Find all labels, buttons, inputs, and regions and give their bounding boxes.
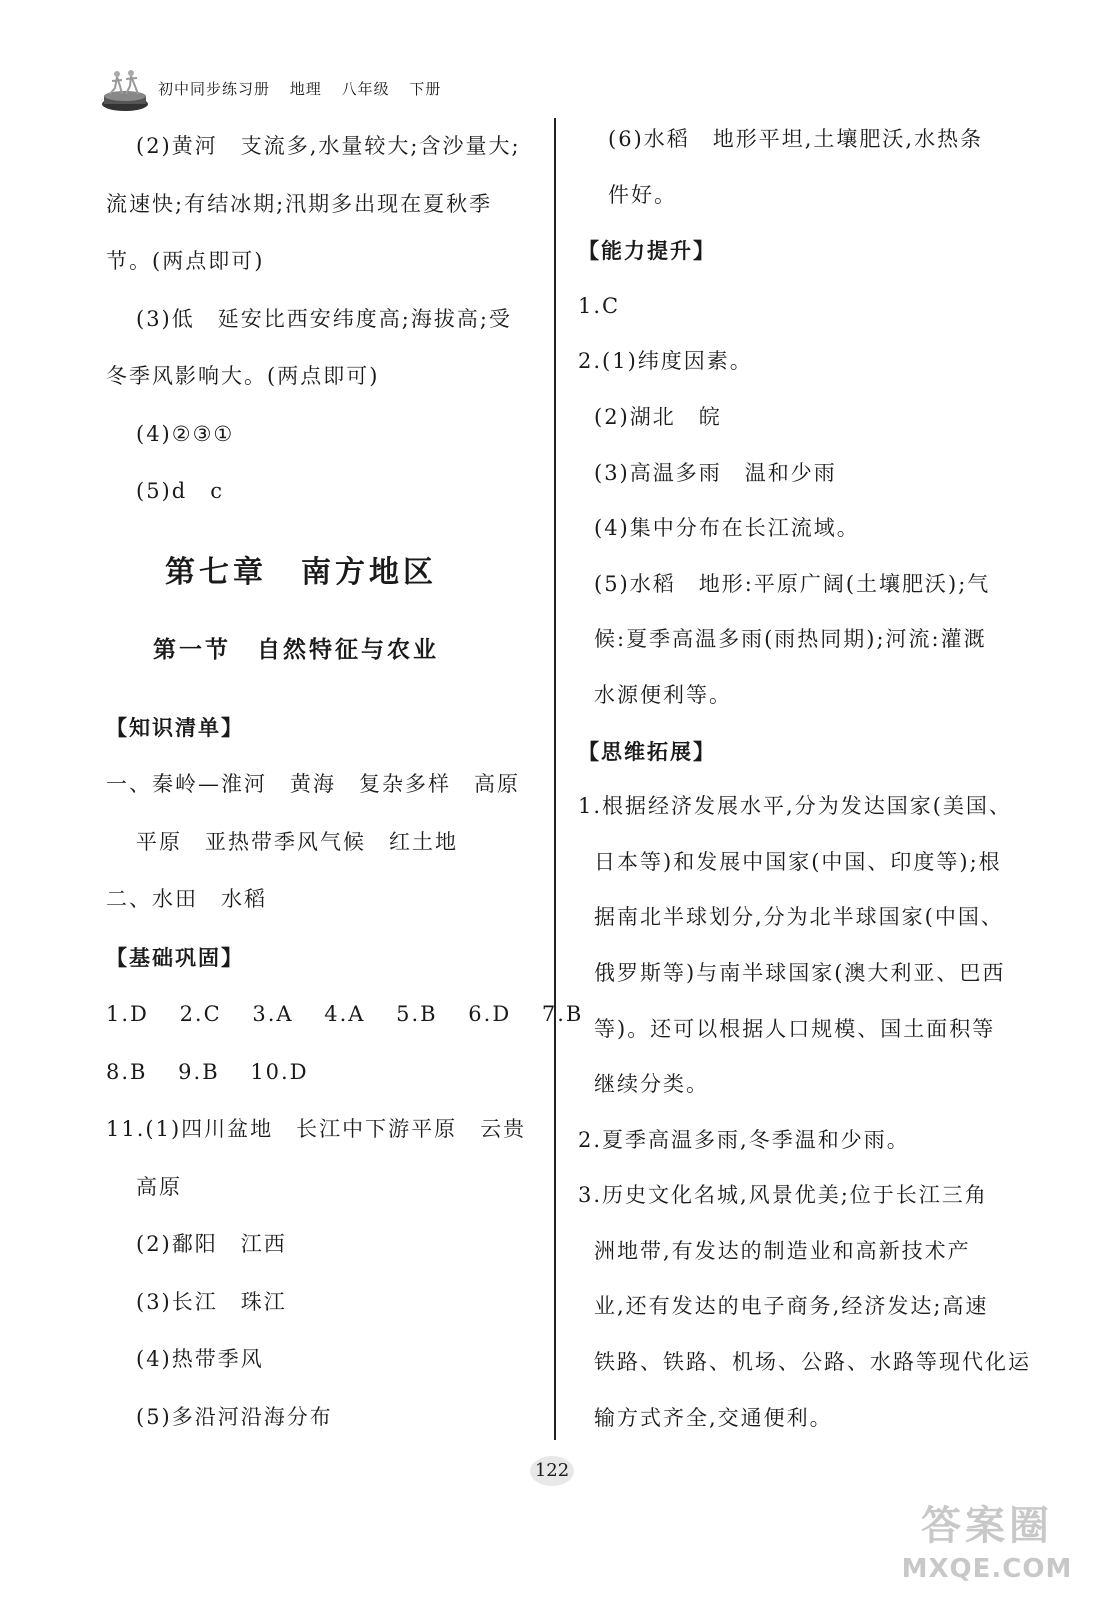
answer-line: 平原 亚热带季风气候 红土地 [136, 829, 458, 854]
answer-line: (5)水稻 地形:平原广阔(土壤肥沃);气 [594, 571, 991, 596]
answer-line: (5)d c [136, 479, 224, 503]
answer-line: (2)湖北 皖 [594, 404, 722, 429]
answer-line: 俄罗斯等)与南半球国家(澳大利亚、巴西 [594, 960, 1006, 985]
answer-line: 高原 [136, 1174, 182, 1199]
answer-line: 据南北半球划分,分为北半球国家(中国、 [594, 905, 1004, 930]
answer-line: 日本等)和发展中国家(中国、印度等);根 [594, 849, 1002, 874]
thinking-expansion-heading: 【思维拓展】 [578, 738, 716, 764]
answer-line: 1.C [578, 293, 621, 318]
answer-line: 水源便利等。 [594, 682, 732, 707]
header-subject: 地理 [289, 80, 322, 98]
header-book-title: 初中同步练习册 [158, 80, 271, 98]
answer-line: (5)多沿河沿海分布 [136, 1404, 333, 1429]
answer-line: 业,还有发达的电子商务,经济发达;高速 [594, 1294, 989, 1319]
choice-answer: 4.A [324, 1002, 366, 1026]
watermark-url: MXQE.COM [901, 1554, 1073, 1584]
watermark [892, 1500, 1082, 1594]
answer-line: (6)水稻 地形平坦,土壤肥沃,水热条 [608, 127, 984, 151]
right-column [578, 112, 1031, 1446]
answer-line: 3.历史文化名城,风景优美;位于长江三角 [578, 1183, 988, 1208]
answer-line: 一、秦岭—淮河 黄海 复杂多样 高原 [106, 772, 520, 796]
choice-answer: 10.D [250, 1059, 309, 1084]
watermark-logo-text: 答案圈 [921, 1503, 1053, 1549]
answer-line: (2)鄱阳 江西 [136, 1232, 287, 1256]
choice-answers-row [106, 1044, 536, 1102]
choice-answer: 6.D [468, 1002, 512, 1026]
choice-answer: 8.B [106, 1059, 148, 1084]
answer-line: 继续分类。 [594, 1072, 709, 1097]
left-column [106, 118, 584, 1446]
header-grade: 八年级 [341, 80, 390, 98]
answer-line: (3)低 延安比西安纬度高;海拔高;受 [136, 306, 512, 331]
answer-line: 铁路、铁路、机场、公路、水路等现代化运 [594, 1350, 1031, 1375]
column-divider [554, 118, 556, 1440]
answer-line: (4)②③① [136, 421, 235, 446]
header-text [158, 78, 455, 99]
header-volume: 下册 [409, 80, 442, 98]
chapter-title: 第七章 南方地区 [165, 554, 437, 590]
knowledge-list-heading: 【知识清单】 [106, 714, 244, 740]
answer-line: 二、水田 水稻 [106, 887, 267, 911]
choice-answers-row [106, 986, 584, 1044]
answer-line: 洲地带,有发达的制造业和高新技术产 [594, 1238, 971, 1263]
answer-line: 1.根据经济发展水平,分为发达国家(美国、 [578, 794, 1012, 819]
answer-line: (3)长江 珠江 [136, 1289, 287, 1314]
section-title: 第一节 自然特征与农业 [153, 635, 439, 663]
choice-answer: 1.D [106, 1002, 149, 1026]
choice-answer: 2.C [179, 1002, 222, 1026]
book-logo-icon [100, 66, 150, 112]
answer-line: 件好。 [608, 182, 677, 207]
choice-answer: 9.B [178, 1059, 220, 1084]
answer-line: (4)集中分布在长江流域。 [594, 516, 860, 541]
answer-line: 等)。还可以根据人口规模、国土面积等 [594, 1016, 996, 1041]
answer-line: 冬季风影响大。(两点即可) [106, 364, 380, 388]
answer-line: 流速快;有结冰期;汛期多出现在夏秋季 [106, 191, 493, 216]
answer-line: 11.(1)四川盆地 长江中下游平原 云贵 [106, 1117, 527, 1141]
choice-answer: 3.A [252, 1002, 294, 1026]
answer-line: (2)黄河 支流多,水量较大;含沙量大; [136, 134, 521, 158]
answer-line: 2.夏季高温多雨,冬季温和少雨。 [578, 1127, 910, 1152]
answer-line: 输方式齐全,交通便利。 [594, 1405, 833, 1430]
page-header [100, 66, 500, 112]
basic-consolidation-heading: 【基础巩固】 [106, 944, 244, 970]
answer-line: 节。(两点即可) [106, 249, 265, 273]
answer-line: 候:夏季高温多雨(雨热同期);河流:灌溉 [594, 627, 987, 652]
choice-answer: 5.B [396, 1002, 438, 1026]
choice-answer: 7.B [541, 1002, 584, 1026]
page-number: 122 [530, 1456, 574, 1486]
ability-improvement-heading: 【能力提升】 [578, 238, 716, 264]
answer-line: 2.(1)纬度因素。 [578, 349, 753, 374]
answer-line: (4)热带季风 [136, 1347, 264, 1371]
answer-line: (3)高温多雨 温和少雨 [594, 460, 837, 485]
